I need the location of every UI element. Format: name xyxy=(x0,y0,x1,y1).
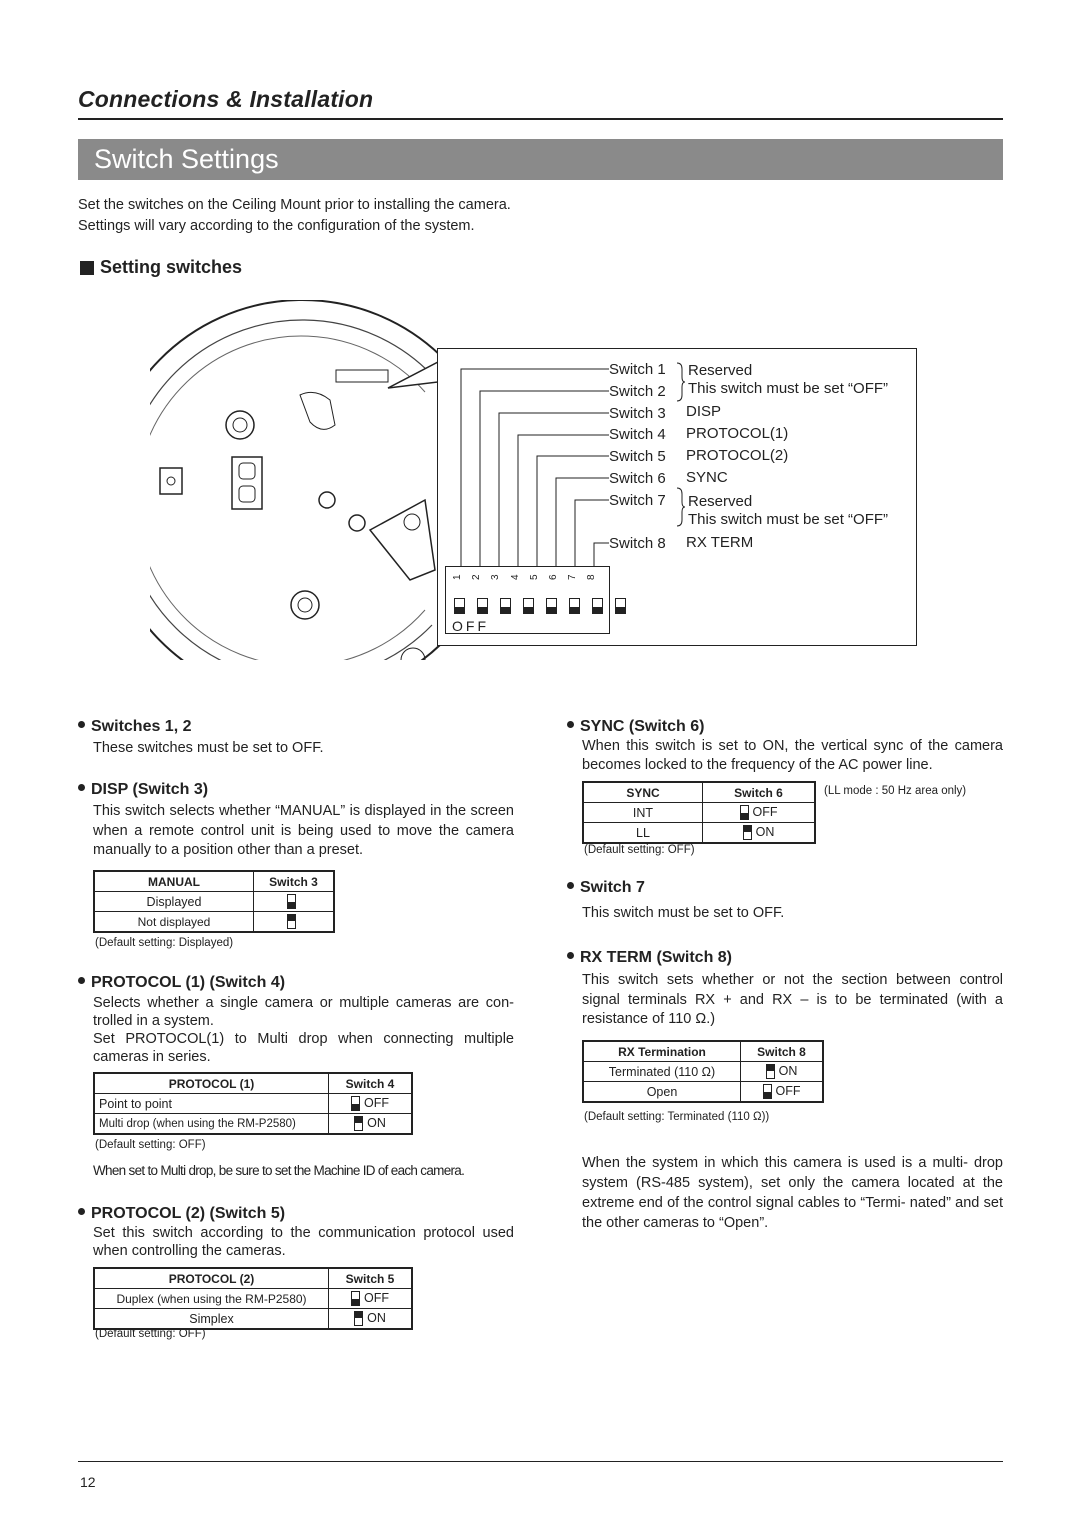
table-cell xyxy=(254,892,335,912)
table-cell xyxy=(329,1289,413,1309)
table-header: PROTOCOL (2) xyxy=(94,1268,329,1289)
switch-value: OFF xyxy=(364,1095,389,1110)
subheading-text: Setting switches xyxy=(100,257,243,277)
switch-value: OFF xyxy=(752,804,778,819)
switch-off-icon xyxy=(740,805,749,820)
table-header: Switch 5 xyxy=(329,1268,413,1289)
dip-switch-5 xyxy=(546,598,557,614)
sync-table xyxy=(582,781,816,844)
switch-5-desc: PROTOCOL(2) xyxy=(686,447,789,464)
heading-text: Switch 7 xyxy=(580,879,645,896)
table-cell: Duplex (when using the RM-P2580) xyxy=(94,1289,329,1309)
table-cell: Multi drop (when using the RM-P2580) xyxy=(94,1114,329,1135)
disp-text: This switch selects whether “MANUAL” is displayed in the screen when a remote control unit is being used to move the camera manually to a position other than a preset. xyxy=(93,803,514,858)
table-cell xyxy=(329,1309,413,1330)
table-header: MANUAL xyxy=(94,871,254,892)
dip-number: 5 xyxy=(528,574,540,580)
square-bullet-icon xyxy=(80,261,94,275)
switch-off-icon xyxy=(351,1096,360,1111)
table-cell: INT xyxy=(583,803,703,823)
protocol-2-text: Set this switch according to the communication protocol used when controlling the cameras. xyxy=(93,1225,514,1259)
switch-6-label: Switch 6 xyxy=(609,469,666,487)
bullet-icon xyxy=(567,721,574,728)
table-cell: Terminated (110 Ω) xyxy=(583,1062,741,1082)
bullet-icon xyxy=(567,952,574,959)
intro-text xyxy=(78,195,511,237)
rx-term-closing: When the system in which this camera is used is a multi- drop system (RS-485 system), set only the camera located at the extreme end of the control signal cables to “Termi- nated” and set the other cameras to “Open”. xyxy=(582,1155,1003,1231)
table-header: RX Termination xyxy=(583,1041,741,1062)
table-cell: Point to point xyxy=(94,1094,329,1114)
switch-2-desc: This switch must be set “OFF” xyxy=(688,380,889,397)
protocol-2-table xyxy=(93,1267,413,1330)
brace-marks xyxy=(675,361,687,531)
dip-numbers xyxy=(453,570,596,581)
heading-sync xyxy=(567,718,704,736)
heading-disp xyxy=(78,781,208,799)
heading-text: PROTOCOL (1) (Switch 4) xyxy=(91,974,286,991)
switch-value: ON xyxy=(367,1115,386,1130)
protocol-1-text-2: Set PROTOCOL(1) to Multi drop when connecting multiple cameras in series. xyxy=(93,1031,514,1065)
table-cell xyxy=(741,1062,824,1082)
switch-value: OFF xyxy=(364,1290,389,1305)
switch-3-desc: DISP xyxy=(686,403,722,420)
heading-text: SYNC (Switch 6) xyxy=(580,718,705,735)
switch-on-icon xyxy=(354,1311,363,1326)
table-cell: Simplex xyxy=(94,1309,329,1330)
protocol-1-text: Selects whether a single camera or multiple cameras are con- trolled in a system. xyxy=(93,995,514,1029)
heading-text: PROTOCOL (2) (Switch 5) xyxy=(91,1205,286,1222)
switch-off-icon xyxy=(763,1084,772,1099)
switch-7-desc: Reserved xyxy=(688,493,753,510)
dip-switch-1 xyxy=(454,598,465,614)
heading-text: Switches 1, 2 xyxy=(91,718,192,735)
switch-on-icon xyxy=(743,825,752,840)
title-banner xyxy=(78,139,1003,180)
switch-on-icon xyxy=(287,914,296,929)
switch-5-label: Switch 5 xyxy=(609,448,666,466)
dip-number: 3 xyxy=(490,574,502,580)
section-title: Connections & Installation xyxy=(78,86,374,112)
disp-default: (Default setting: Displayed) xyxy=(95,937,234,949)
dip-number: 7 xyxy=(567,574,579,580)
table-header: PROTOCOL (1) xyxy=(94,1073,329,1094)
switch-6-desc: SYNC xyxy=(686,469,728,486)
table-header: Switch 8 xyxy=(741,1041,824,1062)
sync-text: When this switch is set to ON, the vertical sync of the camera becomes locked to the frequency of the AC power line. xyxy=(582,738,1003,773)
switch-7-note: This switch must be set “OFF” xyxy=(688,511,889,528)
switch-value: OFF xyxy=(775,1083,801,1098)
switch-4-desc: PROTOCOL(1) xyxy=(686,425,789,442)
subheading xyxy=(80,257,242,278)
switch-7-text: This switch must be set to OFF. xyxy=(582,905,785,921)
table-cell xyxy=(703,803,816,823)
switch-1-desc: Reserved xyxy=(688,362,753,379)
dip-switch-3 xyxy=(500,598,511,614)
switch-value: ON xyxy=(778,1063,798,1078)
switch-off-icon xyxy=(351,1291,360,1306)
off-label: OFF xyxy=(452,618,489,634)
bullet-icon xyxy=(78,977,85,984)
table-header: Switch 3 xyxy=(254,871,335,892)
dip-number: 4 xyxy=(509,574,521,580)
header-rule xyxy=(78,118,1003,120)
intro-line: Settings will vary according to the configuration of the system. xyxy=(78,218,475,234)
table-cell: Open xyxy=(583,1082,741,1103)
table-cell: Not displayed xyxy=(94,912,254,933)
table-header: SYNC xyxy=(583,782,703,803)
bullet-icon xyxy=(78,721,85,728)
dip-switch-6 xyxy=(569,598,580,614)
bullet-icon xyxy=(78,784,85,791)
dip-number: 1 xyxy=(452,574,463,580)
ceiling-mount-illustration xyxy=(150,300,450,660)
intro-line: Set the switches on the Ceiling Mount prior to installing the camera. xyxy=(78,197,511,213)
footer-rule xyxy=(78,1461,1003,1462)
dip-number: 8 xyxy=(586,574,598,580)
heading-protocol-2 xyxy=(78,1205,285,1223)
switch-7-label: Switch 7 xyxy=(609,491,666,509)
switch-name-list xyxy=(609,359,666,554)
rx-term-table xyxy=(582,1040,824,1103)
table-cell: Displayed xyxy=(94,892,254,912)
disp-table xyxy=(93,870,335,933)
switch-8-desc: RX TERM xyxy=(686,534,754,551)
switch-value: ON xyxy=(755,824,775,839)
rx-term-text: This switch sets whether or not the section between control signal terminals RX + and RX – is to be terminated (with a resistance of 110 Ω.) xyxy=(582,972,1003,1027)
rx-term-default: (Default setting: Terminated (110 Ω)) xyxy=(584,1111,770,1123)
switch-on-icon xyxy=(354,1116,363,1131)
protocol-1-warning: When set to Multi drop, be sure to set the Machine ID of each camera. xyxy=(93,1163,465,1178)
switch-off-icon xyxy=(287,894,296,909)
switch-8-label: Switch 8 xyxy=(609,534,666,552)
sync-side-note: (LL mode : 50 Hz area only) xyxy=(824,785,967,797)
table-cell xyxy=(329,1094,413,1114)
heading-rx-term xyxy=(567,949,732,967)
page-title: Switch Settings xyxy=(94,144,279,174)
dip-switches xyxy=(454,598,630,614)
table-cell xyxy=(329,1114,413,1135)
bullet-icon xyxy=(567,882,574,889)
protocol-2-default: (Default setting: OFF) xyxy=(95,1328,206,1340)
dip-switch-7 xyxy=(592,598,603,614)
table-cell xyxy=(741,1082,824,1103)
dip-switch-8 xyxy=(615,598,626,614)
protocol-1-table xyxy=(93,1072,413,1135)
switch-2-label: Switch 2 xyxy=(609,382,666,400)
table-header: Switch 6 xyxy=(703,782,816,803)
heading-switches-1-2 xyxy=(78,718,192,736)
heading-switch-7 xyxy=(567,879,645,897)
table-cell xyxy=(254,912,335,933)
switches-1-2-text: These switches must be set to OFF. xyxy=(93,740,324,756)
dip-switch-2 xyxy=(477,598,488,614)
page-number: 12 xyxy=(80,1474,96,1490)
heading-text: RX TERM (Switch 8) xyxy=(580,949,733,966)
table-cell: LL xyxy=(583,823,703,844)
switch-3-label: Switch 3 xyxy=(609,404,666,422)
bullet-icon xyxy=(78,1208,85,1215)
switch-1-label: Switch 1 xyxy=(609,361,666,378)
switch-on-icon xyxy=(766,1064,775,1079)
table-header: Switch 4 xyxy=(329,1073,413,1094)
table-cell xyxy=(703,823,816,844)
switch-value: ON xyxy=(367,1310,386,1325)
heading-protocol-1 xyxy=(78,974,285,992)
dip-number: 6 xyxy=(547,574,559,580)
switch-4-label: Switch 4 xyxy=(609,426,666,444)
heading-text: DISP (Switch 3) xyxy=(91,781,209,798)
dip-switch-4 xyxy=(523,598,534,614)
protocol-1-default: (Default setting: OFF) xyxy=(95,1139,206,1151)
sync-default: (Default setting: OFF) xyxy=(584,844,695,856)
dip-number: 2 xyxy=(471,574,483,580)
